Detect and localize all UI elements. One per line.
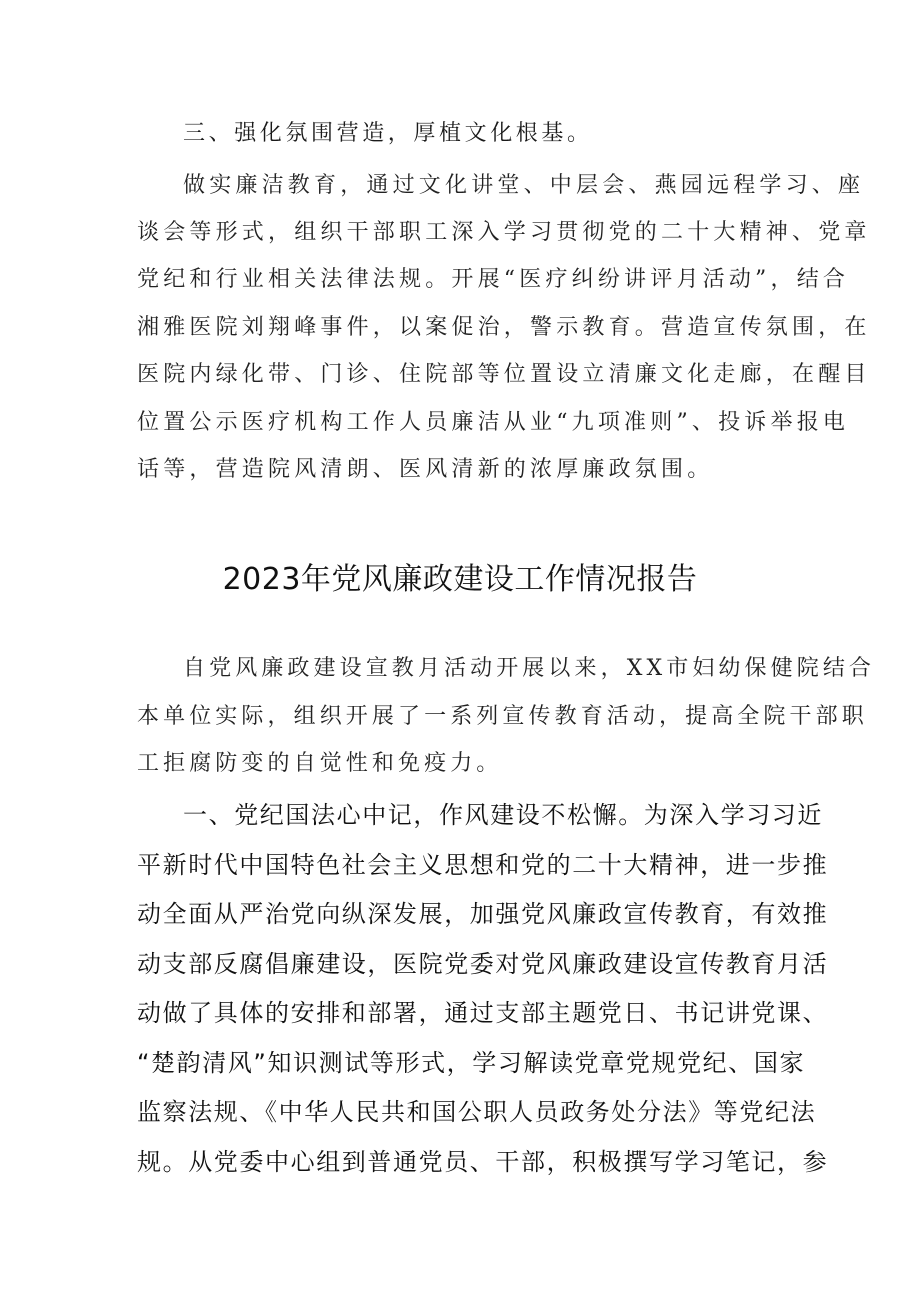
paragraph-line: 本单位实际，组织开展了一系列宣传教育活动，提高全院干部职 <box>137 704 868 729</box>
paragraph-line: 规。从党委中心组到普通党员、干部，积极撰写学习笔记，参 <box>137 1148 829 1176</box>
paragraph-line: 湘雅医院刘翔峰事件，以案促治，警示教育。营造宣传氛围，在 <box>137 315 871 340</box>
paragraph-line: 动支部反腐倡廉建设，医院党委对党风廉政建设宣传教育月活 <box>137 950 829 978</box>
section-three-heading: 三、强化氛围营造，厚植文化根基。 <box>183 121 593 146</box>
paragraph-line: 监察法规、《中华人民共和国公职人员政务处分法》等党纪法 <box>137 1098 817 1126</box>
paragraph-line: 谈会等形式，组织干部职工深入学习贯彻党的二十大精神、党章 <box>137 220 871 245</box>
paragraph-line: 动全面从严治党向纵深发展，加强党风廉政宣传教育，有效推 <box>137 900 829 928</box>
paragraph-line: 动做了具体的安排和部署，通过支部主题党日、书记讲党课、 <box>137 999 829 1027</box>
paragraph-line: 工拒腐防变的自觉性和免疫力。 <box>137 751 503 776</box>
paragraph-line: 做实廉洁教育，通过文化讲堂、中层会、燕园远程学习、座 <box>183 173 865 198</box>
paragraph-line: 话等，营造院风清朗、医风清新的浓厚廉政氛围。 <box>137 457 714 482</box>
paragraph-line: 平新时代中国特色社会主义思想和党的二十大精神，进一步推 <box>137 851 829 879</box>
paragraph-line: 位置公示医疗机构工作人员廉洁从业“九项准则”、投诉举报电 <box>137 410 850 435</box>
paragraph-line: 党纪和行业相关法律法规。开展“医疗纠纷讲评月活动”，结合 <box>137 267 850 292</box>
paragraph-line: 医院内绿化带、门诊、住院部等位置设立清廉文化走廊，在醒目 <box>137 362 871 387</box>
paragraph-line: 自党风廉政建设宣教月活动开展以来，XX市妇幼保健院结合 <box>183 656 876 681</box>
paragraph-line: “楚韵清风”知识测试等形式，学习解读党章党规党纪、国家 <box>137 1049 806 1077</box>
paragraph-line: 一、党纪国法心中记，作风建设不松懈。为深入学习习近 <box>183 801 823 829</box>
report-title: 2023年党风廉政建设工作情况报告 <box>222 562 698 597</box>
